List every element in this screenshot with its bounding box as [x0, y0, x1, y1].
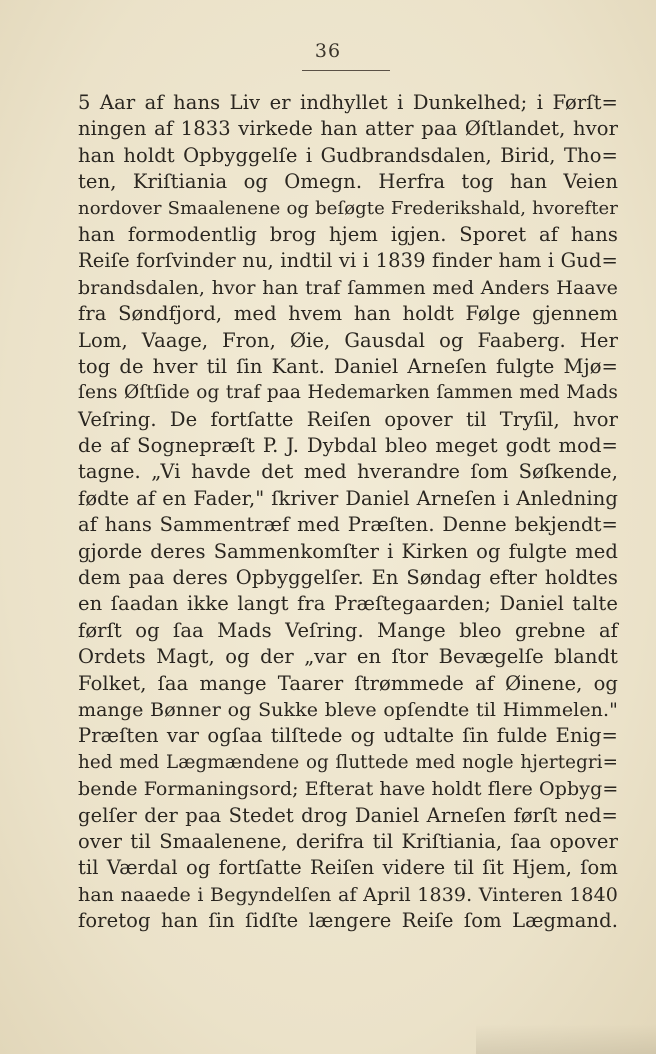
text-line: Folket, ſaa mange Taarer ſtrømmede af Øinene, og — [78, 671, 618, 695]
text-line: bende Formaningsord; Efterat have holdt flere Opbyg= — [78, 778, 619, 801]
header-rule — [302, 70, 390, 71]
text-line: Præſten var ogſaa tilſtede og udtalte ſin fulde Enig= — [78, 724, 618, 748]
page-edge-shadow — [476, 1024, 656, 1054]
text-line: Ordets Magt, og der „var en ſtor Bevægelſe blandt — [78, 645, 618, 669]
text-line: ten, Kriſtiania og Omegn. Herfra tog han Veien — [78, 170, 618, 194]
text-line: gjorde deres Sammenkomſter i Kirken og fulgte med — [78, 539, 618, 563]
text-line: de af Sognepræſt P. J. Dybdal bleo meget godt mod= — [78, 434, 618, 458]
text-line: hed med Lægmændene og ſluttede med nogle hjertegri= — [78, 751, 618, 773]
text-line: han formodentlig brog hjem igjen. Sporet af hans — [78, 222, 618, 246]
text-line: ſens Øſtſide og traf paa Hedemarken ſammen med Mads — [78, 382, 618, 404]
text-line: 5 Aar af hans Liv er indhyllet i Dunkelhed; i Førſt= — [78, 91, 618, 114]
text-line: gelſer der paa Stedet drog Daniel Arneſen førſt ned= — [78, 803, 618, 827]
text-line: tog de hver til ſin Kant. Daniel Arneſen fulgte Mjø= — [78, 354, 618, 378]
text-line: foretog han ſin ſidſte længere Reiſe ſom Lægmand. — [78, 909, 618, 933]
text-line: Veſring. De fortſatte Reiſen opover til Tryſil, hvor — [78, 407, 618, 431]
text-line: dem paa deres Opbyggelſer. En Søndag efter holdtes — [78, 566, 618, 590]
page-number: 36 — [314, 40, 342, 62]
text-line: fødte af en Fader," ſkriver Daniel Arneſen i Anledning — [78, 486, 618, 510]
text-line: nordover Smaalenene og beſøgte Frederikshald, hvorefter — [78, 197, 618, 219]
text-line: Reiſe forſvinder nu, indtil vi i 1839 finder ham i Gud= — [78, 249, 618, 273]
text-line: fra Søndfjord, med hvem han holdt Følge gjennem — [78, 302, 618, 326]
text-line: mange Bønner og Sukke bleve opſendte til Himmelen." — [78, 698, 618, 721]
text-line: han naaede i Begyndelſen af April 1839. Vinteren 1840 — [78, 883, 618, 906]
text-line: han holdt Opbyggelſe i Gudbrandsdalen, Birid, Tho= — [78, 143, 618, 167]
text-line: ningen af 1833 virkede han atter paa Øſtlandet, hvor — [78, 117, 618, 141]
text-line: til Værdal og fortſatte Reiſen videre til ſit Hjem, ſom — [78, 856, 618, 880]
text-line: brandsdalen, hvor han traf ſammen med Anders Haave — [78, 276, 618, 299]
text-line: Lom, Vaage, Fron, Øie, Gausdal og Faaberg. Her — [78, 328, 618, 352]
text-line: over til Smaalenene, derifra til Kriſtiania, ſaa opover — [78, 829, 618, 853]
text-line: af hans Sammentræf med Præſten. Denne bekjendt= — [78, 513, 618, 537]
text-line: en ſaadan ikke langt fra Præſtegaarden; Daniel talte — [78, 592, 618, 616]
body-text — [78, 90, 618, 935]
text-line: tagne. „Vi havde det med hverandre ſom Søſkende, — [78, 460, 618, 484]
text-line: førſt og ſaa Mads Veſring. Mange bleo grebne af — [78, 618, 618, 642]
